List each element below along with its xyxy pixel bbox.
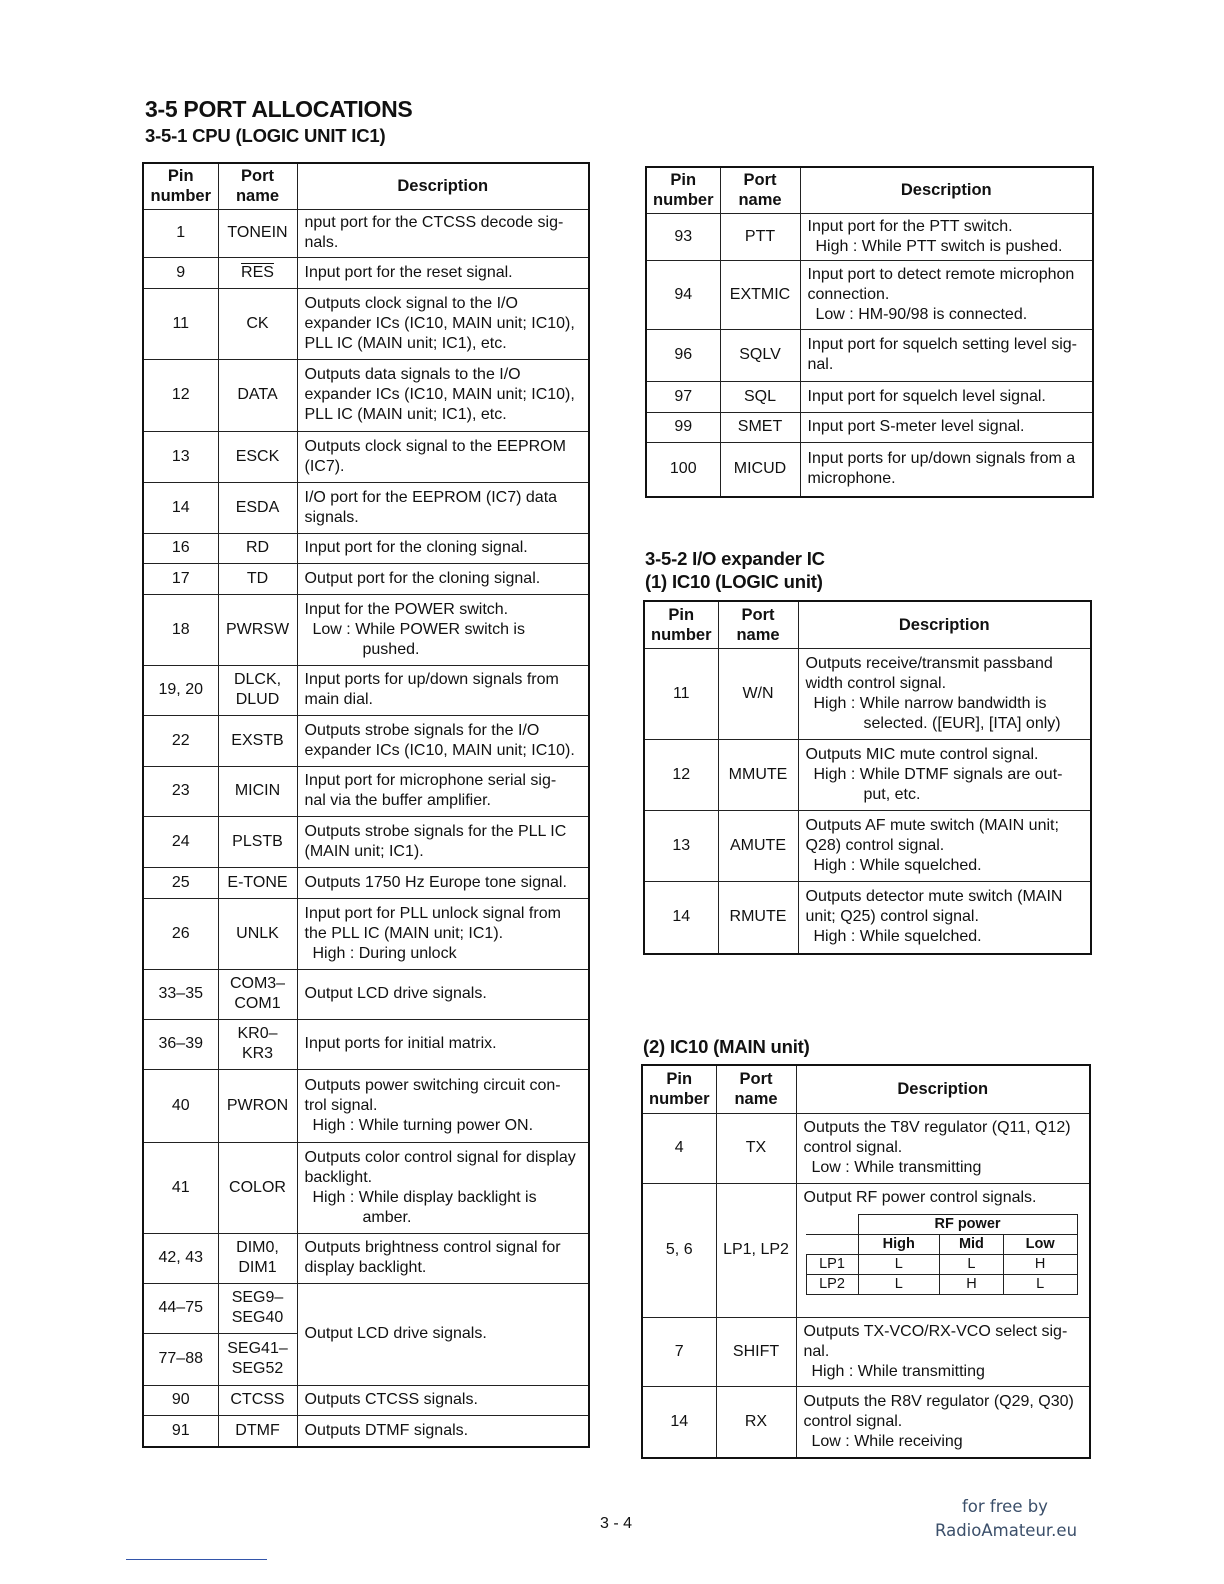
description-header: Description xyxy=(796,1065,1090,1113)
table-row: 16 RD Input port for the cloning signal. xyxy=(143,533,589,563)
rf-power-row: LP2 L H L xyxy=(806,1274,1077,1294)
rf-power-group-label: RF power xyxy=(858,1214,1077,1234)
table-row: 14 RMUTE Outputs detector mute switch (MAIN unit; Q25) control signal. High : While squelched. xyxy=(644,881,1091,954)
table-row: 7 SHIFT Outputs TX-VCO/RX-VCO select sig- nal. High : While transmitting xyxy=(642,1317,1090,1386)
table-row: 93 PTT Input port for the PTT switch. High : While PTT switch is pushed. xyxy=(646,213,1093,260)
table-row: 22 EXSTB Outputs strobe signals for the I/O expander ICs (IC10, MAIN unit; IC10). xyxy=(143,715,589,766)
table-row: 26 UNLK Input port for PLL unlock signal from the PLL IC (MAIN unit; IC1). High : During unlock xyxy=(143,898,589,969)
table-row: 42, 43 DIM0, DIM1 Outputs brightness control signal for display backlight. xyxy=(143,1233,589,1283)
description-header: Description xyxy=(798,601,1091,648)
rf-power-group-row xyxy=(806,1214,1077,1234)
pin-number-header: Pin number xyxy=(143,163,218,209)
table-row: 13 ESCK Outputs clock signal to the EEPROM (IC7). xyxy=(143,431,589,482)
description-header: Description xyxy=(297,163,589,209)
pin-number-header: Pin number xyxy=(642,1065,716,1113)
port-name-header: Port name xyxy=(720,167,800,213)
table-row: 1 TONEIN nput port for the CTCSS decode sig- nals. xyxy=(143,209,589,257)
table-header xyxy=(642,1065,1090,1113)
ic10-logic-table xyxy=(643,600,1092,955)
footer-rule xyxy=(126,1559,267,1560)
table-row: 11 W/N Outputs receive/transmit passband width control signal. High : While narrow bandwidth is selected. ([EUR], [ITA] only) xyxy=(644,648,1091,739)
table-row: 99 SMET Input port S-meter level signal. xyxy=(646,412,1093,442)
rf-power-header-row: High Mid Low xyxy=(806,1234,1077,1254)
table-row: 91 DTMF Outputs DTMF signals. xyxy=(143,1415,589,1447)
rf-power-row: LP1 L L H xyxy=(806,1254,1077,1274)
cpu-port-table xyxy=(142,162,590,1448)
table-row: 41 COLOR Outputs color control signal for display backlight. High : While display backlight is amber. xyxy=(143,1142,589,1233)
table-row: 25 E-TONE Outputs 1750 Hz Europe tone signal. xyxy=(143,867,589,898)
table-row: 24 PLSTB Outputs strobe signals for the PLL IC (MAIN unit; IC1). xyxy=(143,816,589,867)
watermark-line-1: for free by xyxy=(962,1497,1048,1516)
table-row: 13 AMUTE Outputs AF mute switch (MAIN unit; Q28) control signal. High : While squelched. xyxy=(644,810,1091,881)
table-row: 44–75 SEG9– SEG40 Output LCD drive signals. xyxy=(143,1283,589,1333)
table-header xyxy=(143,163,589,209)
table-row: 77–88 SEG41– SEG52 xyxy=(143,1333,589,1385)
table-header xyxy=(646,167,1093,213)
table-row: 97 SQL Input port for squelch level signal. xyxy=(646,381,1093,412)
section-title: 3-5 PORT ALLOCATIONS xyxy=(145,96,413,122)
ic10-main-subtitle: (2) IC10 (MAIN unit) xyxy=(643,1036,810,1057)
table-row: 19, 20 DLCK, DLUD Input ports for up/down signals from main dial. xyxy=(143,665,589,715)
description-header: Description xyxy=(800,167,1093,213)
table-row: 90 CTCSS Outputs CTCSS signals. xyxy=(143,1385,589,1415)
table-row: 18 PWRSW Input for the POWER switch. Low : While POWER switch is pushed. xyxy=(143,594,589,665)
ic10-logic-subtitle: (1) IC10 (LOGIC unit) xyxy=(645,571,823,592)
rf-power-table xyxy=(806,1214,1078,1295)
pin-number-header: Pin number xyxy=(644,601,718,648)
ic10-main-table xyxy=(641,1064,1091,1459)
table-row: 100 MICUD Input ports for up/down signals from a microphone. xyxy=(646,442,1093,497)
table-row: 36–39 KR0– KR3 Input ports for initial matrix. xyxy=(143,1019,589,1069)
table-row: 14 RX Outputs the R8V regulator (Q29, Q30) control signal. Low : While receiving xyxy=(642,1386,1090,1458)
table-row: 17 TD Output port for the cloning signal. xyxy=(143,563,589,594)
table-row: 4 TX Outputs the T8V regulator (Q11, Q12) control signal. Low : While transmitting xyxy=(642,1113,1090,1183)
table-header xyxy=(644,601,1091,648)
port-name-header: Port name xyxy=(718,601,798,648)
io-expander-subtitle: 3-5-2 I/O expander IC xyxy=(645,548,825,569)
table-row: 96 SQLV Input port for squelch setting level sig- nal. xyxy=(646,329,1093,381)
cpu-port-table-continued xyxy=(645,166,1094,498)
table-row: 11 CK Outputs clock signal to the I/O expander ICs (IC10, MAIN unit; IC10), PLL IC (MAIN unit; IC1), etc. xyxy=(143,288,589,359)
port-name-header: Port name xyxy=(716,1065,796,1113)
table-row: 5, 6 LP1, LP2 Output RF power control signals. RF power High Mid Low LP1 L L H LP2 L H L xyxy=(642,1183,1090,1317)
pin-number-header: Pin number xyxy=(646,167,720,213)
table-row: 23 MICIN Input port for microphone serial sig- nal via the buffer amplifier. xyxy=(143,766,589,816)
table-row: 14 ESDA I/O port for the EEPROM (IC7) data signals. xyxy=(143,482,589,533)
port-name-header: Port name xyxy=(218,163,297,209)
cpu-subtitle: 3-5-1 CPU (LOGIC UNIT IC1) xyxy=(145,125,386,146)
page-number: 3 - 4 xyxy=(600,1515,633,1532)
table-row: 33–35 COM3– COM1 Output LCD drive signals. xyxy=(143,969,589,1019)
table-row: 12 DATA Outputs data signals to the I/O expander ICs (IC10, MAIN unit; IC10), PLL IC (MAIN unit; IC1), etc. xyxy=(143,359,589,431)
table-row: 94 EXTMIC Input port to detect remote microphon connection. Low : HM-90/98 is connected. xyxy=(646,260,1093,329)
res-overlined-label: $\overline{RES}$ xyxy=(241,263,274,281)
watermark-link[interactable]: RadioAmateur.eu xyxy=(935,1521,1078,1540)
table-row: 40 PWRON Outputs power switching circuit con- trol signal. High : While turning power ON. xyxy=(143,1069,589,1142)
table-row: 9 $\overline{RES}$ Input port for the reset signal. xyxy=(143,257,589,288)
table-row: 12 MMUTE Outputs MIC mute control signal. High : While DTMF signals are out- put, etc. xyxy=(644,739,1091,810)
